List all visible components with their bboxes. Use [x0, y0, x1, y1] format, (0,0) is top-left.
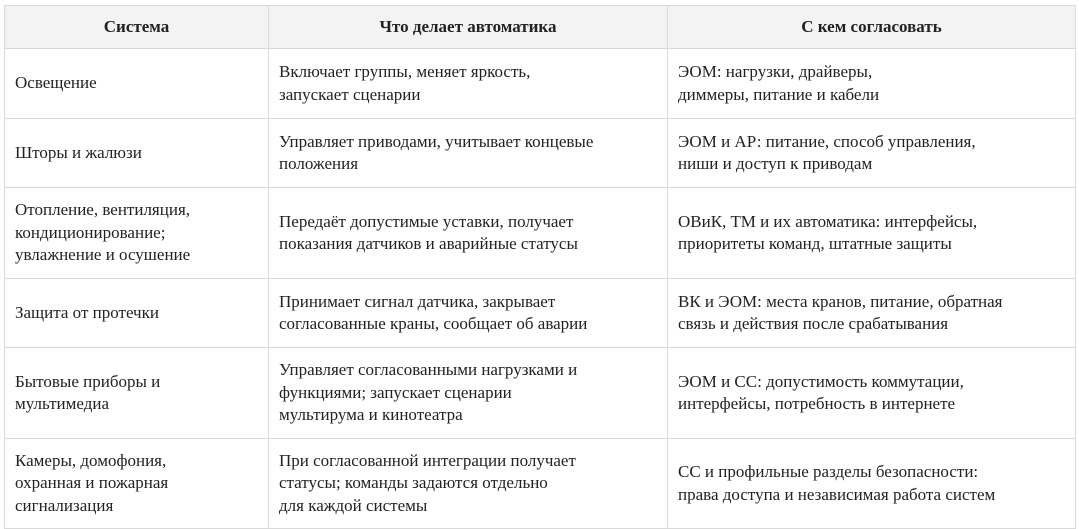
table-row — [5, 279, 1076, 348]
cell-automation-function: Управляет приводами, учитывает концевые положения — [269, 119, 668, 188]
header-system: Система — [5, 6, 269, 49]
cell-coordinate-with: СС и профильные разделы безопасности: права доступа и независимая работа систем — [668, 439, 1076, 529]
cell-automation-function: Управляет согласованными нагрузками и функциями; запускает сценарии мультирума и кинотеатра — [269, 348, 668, 439]
systems-coordination-table — [4, 5, 1076, 529]
cell-coordinate-with: ОВиК, ТМ и их автоматика: интерфейсы, приоритеты команд, штатные защиты — [668, 188, 1076, 279]
cell-system: Шторы и жалюзи — [5, 119, 269, 188]
cell-automation-function: Включает группы, меняет яркость, запускает сценарии — [269, 49, 668, 119]
table-row — [5, 119, 1076, 188]
cell-coordinate-with: ЭОМ и АР: питание, способ управления, ниши и доступ к приводам — [668, 119, 1076, 188]
cell-coordinate-with: ЭОМ: нагрузки, драйверы, диммеры, питание и кабели — [668, 49, 1076, 119]
cell-coordinate-with: ВК и ЭОМ: места кранов, питание, обратная связь и действия после срабатывания — [668, 279, 1076, 348]
cell-coordinate-with: ЭОМ и СС: допустимость коммутации, интерфейсы, потребность в интернете — [668, 348, 1076, 439]
table-row — [5, 348, 1076, 439]
cell-system: Камеры, домофония, охранная и пожарная сигнализация — [5, 439, 269, 529]
table-row — [5, 49, 1076, 119]
table-header-row — [5, 6, 1076, 49]
cell-system: Бытовые приборы и мультимедиа — [5, 348, 269, 439]
cell-system: Освещение — [5, 49, 269, 119]
header-coordinate-with: С кем согласовать — [668, 6, 1076, 49]
table-row — [5, 439, 1076, 529]
header-automation-function: Что делает автоматика — [269, 6, 668, 49]
cell-automation-function: Принимает сигнал датчика, закрывает согласованные краны, сообщает об аварии — [269, 279, 668, 348]
cell-automation-function: Передаёт допустимые уставки, получает показания датчиков и аварийные статусы — [269, 188, 668, 279]
table-row — [5, 188, 1076, 279]
cell-automation-function: При согласованной интеграции получает статусы; команды задаются отдельно для каждой системы — [269, 439, 668, 529]
cell-system: Отопление, вентиляция, кондиционирование; увлажнение и осушение — [5, 188, 269, 279]
cell-system: Защита от протечки — [5, 279, 269, 348]
